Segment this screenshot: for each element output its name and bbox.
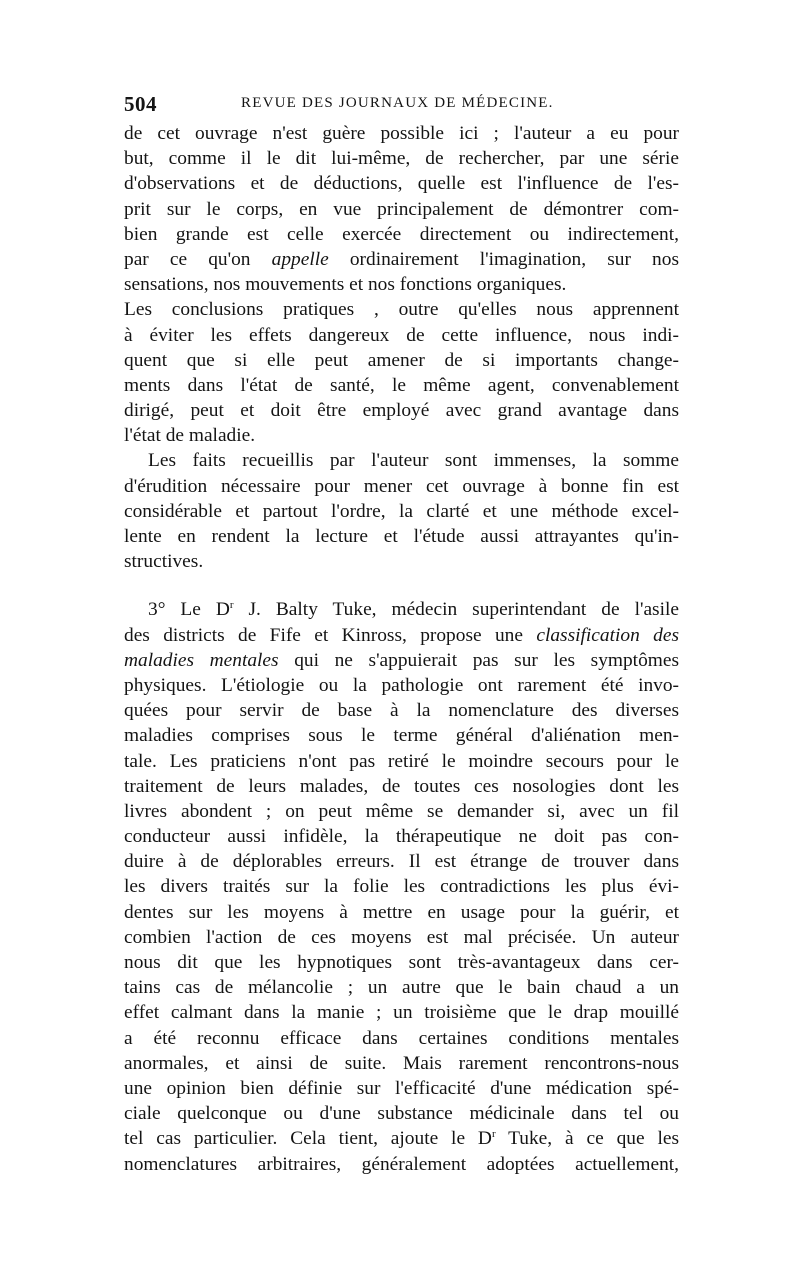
text-line: Les faits recueillis par l'auteur sont immenses, la somme [148, 450, 679, 472]
paragraph-ouvrage [124, 121, 679, 448]
text-segment: J. Balty Tuke, médecin superintendant de l'asile [233, 599, 679, 621]
text-line: combien l'action de ces moyens est mal précisée. Un auteur [124, 926, 679, 948]
text-line: tains cas de mélancolie ; un autre que le bain chaud a un [124, 977, 679, 999]
text-line [124, 648, 679, 673]
text-line: a été reconnu efficace dans certaines conditions mentales [124, 1027, 679, 1049]
text-line: nous dit que les hypnotiques sont très-avantageux dans cer- [124, 952, 679, 973]
text-segment: des districts de Fife et Kinross, propose une [124, 624, 537, 646]
page-header [124, 92, 684, 118]
paragraph-tuke [124, 597, 679, 1176]
text-line: les divers traités sur la folie les contradictions les plus évi- [124, 876, 679, 898]
italic-term: appelle [271, 248, 329, 270]
superscript: r [229, 599, 234, 612]
text-segment: par ce qu'on [124, 248, 272, 270]
text-line [124, 1126, 679, 1151]
text-line: physiques. L'étiologie ou la pathologie ont rarement été invo- [124, 674, 679, 696]
text-segment: 3° Le D [148, 599, 230, 621]
page-number: 504 [124, 92, 157, 116]
italic-term: classification des [536, 624, 679, 646]
text-line: une opinion bien définie sur l'efficacité d'une médication spé- [124, 1077, 679, 1099]
text-line [124, 247, 679, 272]
text-line: lente en rendent la lecture et l'étude aussi attrayantes qu'in- [124, 526, 679, 547]
text-segment: Tuke, à ce que les [495, 1128, 679, 1150]
text-line: dentes sur les moyens à mettre en usage pour la guérir, et [124, 901, 679, 923]
text-line: maladies comprises sous le terme général d'aliénation men- [124, 725, 679, 747]
text-segment: tel cas particulier. Cela tient, ajoute le D [124, 1128, 492, 1150]
italic-term: maladies mentales [124, 649, 279, 671]
text-line: but, comme il le dit lui-même, de rechercher, par une série [124, 148, 679, 170]
text-line: dirigé, peut et doit être employé avec grand avantage dans [124, 400, 679, 422]
text-line: bien grande est celle exercée directement ou indirectement, [124, 223, 679, 245]
text-segment: ordinairement l'imagination, sur nos [328, 248, 679, 270]
text-line: ciale quelconque ou d'une substance médicinale dans tel ou [124, 1103, 679, 1125]
paragraph-gap [124, 574, 679, 597]
text-line [124, 623, 679, 648]
text-line: considérable et partout l'ordre, la clarté et une méthode excel- [124, 500, 679, 522]
text-segment: qui ne s'appuierait pas sur les symptômes [278, 649, 679, 671]
text-line: d'érudition nécessaire pour mener cet ouvrage à bonne fin est [124, 475, 679, 497]
text-line: quées pour servir de base à la nomenclature des diverses [124, 700, 679, 722]
text-line: prit sur le corps, en vue principalement de démontrer com- [124, 198, 679, 220]
text-line: tale. Les praticiens n'ont pas retiré le moindre secours pour le [124, 750, 679, 772]
text-line: nomenclatures arbitraires, généralement adoptées actuellement, [124, 1153, 679, 1175]
text-line: anormales, et ainsi de suite. Mais rarement rencontrons-nous [124, 1052, 679, 1074]
paragraph-faits [124, 448, 679, 574]
text-line: ments dans l'état de santé, le même agent, convenablement [124, 374, 679, 396]
text-line: structives. [124, 551, 204, 573]
text-line [124, 597, 679, 622]
text-line: effet calmant dans la manie ; un troisième que le drap mouillé [124, 1002, 679, 1024]
running-title: REVUE DES JOURNAUX DE MÉDECINE. [241, 95, 554, 111]
text-line: sensations, nos mouvements et nos fonctions organiques. [124, 274, 567, 296]
text-line: de cet ouvrage n'est guère possible ici ; l'auteur a eu pour [124, 123, 679, 144]
text-line: conducteur aussi infidèle, la thérapeutique ne doit pas con- [124, 826, 679, 848]
superscript: r [491, 1128, 496, 1141]
text-line: à éviter les effets dangereux de cette influence, nous indi- [124, 324, 679, 346]
page-body [124, 121, 679, 1177]
text-line: traitement de leurs malades, de toutes ces nosologies dont les [124, 775, 679, 797]
text-line: l'état de maladie. [124, 425, 256, 447]
text-line: Les conclusions pratiques , outre qu'elles nous apprennent [124, 299, 679, 321]
text-line: livres abondent ; on peut même se demander si, avec un fil [124, 800, 679, 822]
text-line: d'observations et de déductions, quelle est l'influence de l'es- [124, 173, 679, 195]
text-line: quent que si elle peut amener de si importants change- [124, 349, 679, 371]
text-line: duire à de déplorables erreurs. Il est étrange de trouver dans [124, 851, 679, 873]
